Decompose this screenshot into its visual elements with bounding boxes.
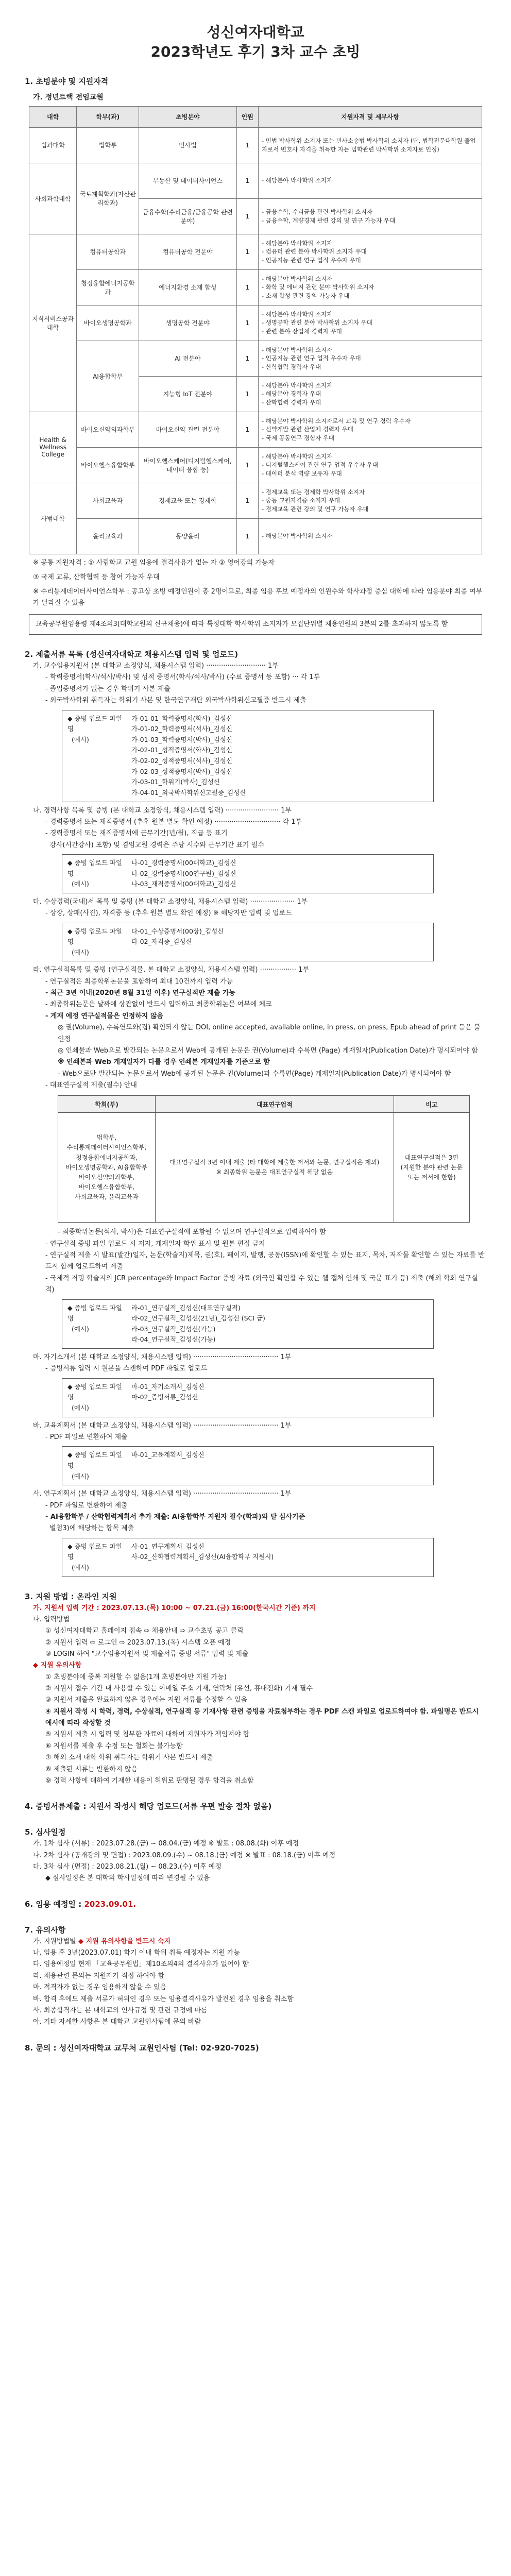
field-cell: 컴퓨터공학 전분야 xyxy=(139,234,236,269)
text-line: - 경력증명서 또는 재직증명서 (추후 원본 별도 확인 예정) ······························· 각 1부 xyxy=(45,818,302,826)
page-title xyxy=(25,23,486,62)
text-line: - 외국박사학위 취득자는 학위기 사본 및 한국연구재단 외국박사학위신고필증 반드시 제출 xyxy=(45,697,306,705)
representative-research-table xyxy=(58,1095,470,1223)
department-cell: 바이오생명공학과 xyxy=(77,305,139,341)
example-label: ◆ 증빙 업로드 파일명 (예시) xyxy=(67,714,123,743)
table-header-cell: 대표연구업적 xyxy=(156,1096,394,1113)
text-line: ⑥ 지원서를 제출 후 수정 또는 철회는 불가능함 xyxy=(45,1742,183,1750)
text-line: 다. 수상경력(국내)서 목록 및 증빙 (본 대학교 소정양식, 채용시스템 입력) ····················· 1부 xyxy=(33,897,308,906)
table-row xyxy=(58,1113,470,1223)
text-line: - 게재 예정 연구실적물은 인정하지 않음 xyxy=(45,1012,163,1020)
appointment-date: 2023.09.01. xyxy=(84,1899,137,1909)
text-line: ◆ 심사일정은 본 대학의 학사일정에 따라 변경될 수 있음 xyxy=(45,1874,210,1883)
qualification-cell: - 해당분야 박사학위 소지자 - 인공지능 관련 연구 업적 우수자 우대 - 산학협력 경력자 우대 xyxy=(258,341,482,376)
section-4-heading: 4. 증빙서류제출 : 지원서 작성시 해당 업로드(서류 우편 발송 절차 없음) xyxy=(25,1802,272,1811)
text-line: 라. 채용관련 문의는 지원자가 직접 하여야 함 xyxy=(33,1972,164,1980)
count-cell: 1 xyxy=(236,163,258,198)
text-line: - 연구실적 증빙 파일 업로드 시 저자, 게재일자 학위 표시 및 원본 편집 금지 xyxy=(45,1240,265,1248)
text-line: - 상장, 상패(사진), 자격증 등 (추후 원본 별도 확인 예정) ※ 해당자만 입력 및 업로드 xyxy=(45,909,292,918)
department-cell: 윤리교육과 xyxy=(77,518,139,554)
text-line: ② 지원서 입력 ⇨ 로그인 ⇨ 2023.07.13.(목) 시스템 오픈 예정 xyxy=(45,1638,231,1647)
department-cell: 바이오신약의과학부 xyxy=(77,412,139,447)
text-line: ◆ 지원 유의사항 xyxy=(33,1662,82,1670)
qualification-cell: - 해당분야 박사학위 소지자 - 화학 및 에너지 관련 분야 박사학위 소지자 - 소재 합성 관련 강의 가능자 우대 xyxy=(258,269,482,305)
example-content: 다-01_수상증명서(00상)_김성신 다-02_자격증_김성신 xyxy=(131,927,224,946)
table-header-cell: 대학 xyxy=(29,106,77,127)
text-line: 다. 임용예정일 현재 「교육공무원법」제10조의4의 결격사유가 없어야 함 xyxy=(33,1960,249,1969)
count-cell: 1 xyxy=(236,198,258,234)
file-name-example xyxy=(62,923,434,962)
example-label: ◆ 증빙 업로드 파일명 (예시) xyxy=(67,858,123,888)
table-header-cell: 인원 xyxy=(236,106,258,127)
count-cell: 1 xyxy=(236,447,258,483)
text-line: 아. 기타 자세한 사항은 본 대학교 교원인사팀에 문의 바람 xyxy=(33,2018,201,2026)
text-line: 나. 입력방법 xyxy=(33,1615,70,1623)
text-line: 가. 교수임용지원서 (본 대학교 소정양식, 채용시스템 입력) ···························· 1부 xyxy=(33,662,279,670)
qualification-cell: - 해당분야 박사학위 소지자 xyxy=(258,163,482,198)
field-cell: 바이오헬스케어(디지털헬스케어, 데이터 융합 등) xyxy=(139,447,236,483)
count-cell: 1 xyxy=(236,376,258,412)
field-cell: 부동산 및 데이터사이언스 xyxy=(139,163,236,198)
count-cell: 1 xyxy=(236,341,258,376)
table-row xyxy=(29,341,482,376)
text-line: - 경력증명서 또는 재직증명서에 근무기간(년/월), 직급 등 표기 xyxy=(45,829,228,838)
text-line: 마. 적격자가 없는 경우 임용하지 않을 수 있음 xyxy=(33,1984,167,1992)
text-line: - 국제적 저명 학술지의 JCR percentage와 Impact Factor 증빙 자료 (외국인 확인할 수 있는 웹 캡처 인쇄 및 국문 표기 등) 제출 (해외 학회 연구실적) xyxy=(45,1274,478,1294)
text-line: ③ 지원서 제출을 완료하지 않은 경우에는 지원 서류를 수정할 수 있음 xyxy=(45,1696,248,1704)
positions-table xyxy=(29,106,482,554)
example-label: ◆ 증빙 업로드 파일명 (예시) xyxy=(67,927,123,956)
text-line: 나. 2차 심사 (공개강의 및 면접) : 2023.08.09.(수) ~ 08.18.(금) 예정 ※ 발표 : 08.18.(금) 이후 예정 xyxy=(33,1851,336,1859)
table-row xyxy=(29,447,482,483)
text-line: - 대표연구실적 제출(필수) 안내 xyxy=(45,1081,137,1089)
text-line: 바. 합격 후에도 제출 서류가 허위인 경우 또는 임용결격사유가 발견된 경우 임용을 취소함 xyxy=(33,1995,294,2003)
college-cell: 사회과학대학 xyxy=(29,163,77,234)
field-cell: 민사법 xyxy=(139,127,236,163)
section-7-heading: 7. 유의사항 xyxy=(25,1925,66,1935)
text-line: 사. 최종합격자는 본 대학교의 인사규정 및 관련 규정에 따름 xyxy=(33,2006,208,2014)
text-line: ⑧ 제출된 서류는 반환하지 않음 xyxy=(45,1765,138,1773)
text-line: ◎ 인쇄물과 Web으로 발간되는 논문으로서 Web에 공개된 논문은 권(Volume)과 수록면 (Page) 게재일자(Publication Date)가 명시되어야 함 xyxy=(58,1046,478,1055)
section-1-subheading: 가. 정년트랙 전임교원 xyxy=(33,93,104,101)
text-line: 강사(시간강사) 포함) 및 겸임교원 경력은 주당 시수와 근무기간 표기 필수 xyxy=(45,841,264,849)
section-8-heading: 8. 문의 : 성신여자대학교 교무처 교원인사팀 (Tel: 02-920-7025) xyxy=(25,2043,259,2053)
qualification-cell: - 금융수학, 수리금융 관련 박사학위 소지자 - 금융수학, 계량경제 관련 강의 및 연구 가능자 우대 xyxy=(258,198,482,234)
qualification-cell: - 민법 박사학위 소지자 또는 민사소송법 박사학위 소지자 (단, 법학전문대학원 졸업자로서 변호사 자격을 취득한 자는 법학관련 박사학위 소지자로 인정) xyxy=(258,127,482,163)
example-content: 나-01_경력증명서(00대학교)_김성신 나-02_경력증명서(00연구원)_김성신 나-03_재직증명서(00대학교)_김성신 xyxy=(131,858,236,888)
table-header-cell: 학회(부) xyxy=(58,1096,156,1113)
text-line: - 연구실적은 최종학위논문을 포함하여 최대 10건까지 입력 가능 xyxy=(45,977,233,986)
count-cell: 1 xyxy=(236,483,258,518)
file-name-example xyxy=(62,854,434,893)
table-cell: 대표연구실적은 3편 (지원한 분야 관련 논문 또는 저서에 한함) xyxy=(394,1113,469,1223)
section-5-heading: 5. 심사일정 xyxy=(25,1827,66,1837)
example-content: 라-01_연구실적_김성신(대표연구실적) 라-02_연구실적_김성신(21년)_김성신 (SCI 급) 라-03_연구실적_김성신(가능) 라-04_연구실적_김성신(가능) xyxy=(131,1303,265,1344)
department-cell: 청정융합에너지공학과 xyxy=(77,269,139,305)
count-cell: 1 xyxy=(236,305,258,341)
text-line: 사. 연구계획서 (본 대학교 소정양식, 채용시스템 입력) ········································ 1부 xyxy=(33,1490,292,1498)
college-cell: 사범대학 xyxy=(29,483,77,554)
text-line: - 증빙서류 입력 시 원본을 스캔하여 PDF 파일로 업로드 xyxy=(45,1365,208,1373)
text-line: ⑦ 해외 소재 대학 학위 취득자는 학위기 사본 반드시 제출 xyxy=(45,1754,213,1762)
section-1-heading: 1. 초빙분야 및 지원자격 xyxy=(25,76,109,86)
department-cell: 국토계획학과(자산관리학과) xyxy=(77,163,139,234)
table-row xyxy=(29,518,482,554)
table-row xyxy=(29,127,482,163)
field-cell: AI 전분야 xyxy=(139,341,236,376)
note-line: ③ 국제 교류, 산학협력 등 참여 가능자 우대 xyxy=(33,573,160,581)
text-line: ① 성신여자대학교 홈페이지 접속 ⇨ 채용안내 ⇨ 교수초빙 공고 클릭 xyxy=(45,1627,244,1635)
count-cell: 1 xyxy=(236,412,258,447)
note-line: ※ 수리통계데이터사이언스학부 : 공고상 초빙 예정인원이 총 2명이므로, 최종 임용 후보 예정자의 인원수와 학사과정 중심 대학에 따라 임용분야 최종 여부가 달라질 수 있음 xyxy=(33,587,483,607)
example-content: 가-01-01_학력증명서(학사)_김성신 가-01-02_학력증명서(석사)_김성신 가-01-03_학력증명서(박사)_김성신 가-02-01_성적증명서(학사)_김성신 가-02-02_성적증명서(석사)_김성신 가-02-03_성적증명서(박사)_김성신 가-03-01_학위기(박사)_김성신 가-04-01_외국박사학위신고필증_김성신 xyxy=(131,714,246,796)
text-line: - 졸업증명서가 없는 경우 학위기 사본 제출 xyxy=(45,685,171,693)
text-line: - PDF 파일로 변환하여 제출 xyxy=(45,1501,128,1510)
count-cell: 1 xyxy=(236,269,258,305)
field-cell: 금융수학(수리금융/금융공학 관련 분야) xyxy=(139,198,236,234)
text-line: - 최종학위논문(석사, 박사)은 대표연구실적에 포함될 수 없으며 연구실적으로 입력하여야 함 xyxy=(58,1228,326,1236)
table-header-cell: 비고 xyxy=(394,1096,469,1113)
text-line: ※ 인쇄본과 Web 게재일자가 다를 경우 인쇄본 게재일자를 기준으로 함 xyxy=(58,1058,270,1066)
table-header-cell: 지원자격 및 세부사항 xyxy=(258,106,482,127)
text-line: 나. 경력사항 목록 및 증빙 (본 대학교 소정양식, 채용시스템 입력) ························· 1부 xyxy=(33,806,292,815)
text-line: - AI융합학부 / 산학협력계획서 추가 제출: AI융합학부 지원자 필수(학과)와 탈 심사기준 xyxy=(45,1513,305,1521)
text-line: 가. 1차 심사 (서류) : 2023.07.28.(금) ~ 08.04.(금) 예정 ※ 발표 : 08.08.(화) 이후 예정 xyxy=(33,1840,299,1848)
text-line: 별첨3)에 해당하는 항목 제출 xyxy=(45,1524,134,1533)
table-row xyxy=(29,305,482,341)
text-line: - 연구실적 제출 시 발표(발간)일자, 논문(학술지)제목, 권(호), 페이지, 발행, 공동(ISSN)에 확인할 수 있는 표지, 목차, 저작물 확인할 수 있는 자료를 반드시 함께 업로드하여 제출 xyxy=(45,1251,485,1271)
qualification-cell: - 해당분야 박사학위 소지자 - 디지털헬스케어 관련 연구 업적 우수자 우대 - 데이터 분석 역량 보유자 우대 xyxy=(258,447,482,483)
section-6-heading: 6. 임용 예정일 : 2023.09.01. xyxy=(25,1899,137,1909)
example-content: 사-01_연구계획서_김성신 사-02_산학협력계획서_김성신(AI융합학부 지원시) xyxy=(131,1542,274,1561)
qualification-cell: - 해당분야 박사학위 소지자 - 컴퓨터 관련 분야 박사학위 소지자 우대 - 인공지능 관련 연구 업적 우수자 우대 xyxy=(258,234,482,269)
qualification-cell: - 해당분야 박사학위 소지자로서 교육 및 연구 경력 우수자 - 신약개발 관련 산업체 경력자 우대 - 국제 공동연구 경험자 우대 xyxy=(258,412,482,447)
text-line: ⑨ 경력 사항에 대하여 기재한 내용이 허위로 판명될 경우 합격을 취소함 xyxy=(45,1776,254,1785)
text-line: 마. 자기소개서 (본 대학교 소정양식, 채용시스템 입력) ········································ 1부 xyxy=(33,1353,292,1362)
university-name: 성신여자대학교 xyxy=(207,24,304,41)
text-line: ③ LOGIN 하여 "교수임용지원서 및 제출서류 증빙 서류" 입력 및 제출 xyxy=(45,1650,249,1658)
table-row xyxy=(58,1096,470,1113)
example-label: ◆ 증빙 업로드 파일명 (예시) xyxy=(67,1303,123,1333)
department-cell: 사회교육과 xyxy=(77,483,139,518)
example-label: ◆ 증빙 업로드 파일명 (예시) xyxy=(67,1451,123,1480)
text-line: 나. 임용 후 3년(2023.07.01) 학기 이내 학위 취득 예정자는 지원 가능 xyxy=(33,1949,241,1957)
table-row xyxy=(29,483,482,518)
announcement-title: 2023학년도 후기 3차 교수 초빙 xyxy=(150,43,361,60)
text-line: 가. 지원방법별 ◆ 지원 유의사항을 반드시 숙지 xyxy=(33,1937,171,1945)
table-row xyxy=(29,269,482,305)
table-cell: 법학부, 수리통계데이터사이언스학부, 청정융합에너지공학과, 바이오생명공학과, AI융합학부 바이오신약의과학부, 바이오헬스융합학부, 사회교육과, 윤리교육과 xyxy=(58,1113,156,1223)
field-cell: 지능형 IoT 전분야 xyxy=(139,376,236,412)
example-label: ◆ 증빙 업로드 파일명 (예시) xyxy=(67,1542,123,1571)
department-cell: 법학부 xyxy=(77,127,139,163)
file-name-example xyxy=(62,1299,434,1349)
table-header-cell: 학부(과) xyxy=(77,106,139,127)
text-line: - PDF 파일로 변환하여 제출 xyxy=(45,1433,128,1441)
text-line: - 최근 3년 이내(2020년 8월 31일 이후) 연구실적만 제출 가능 xyxy=(45,989,235,997)
qualification-cell: - 경제교육 또는 경제학 박사학위 소지자 - 중등 교원자격증 소지자 우대 - 경제교육 관련 강의 및 연구 가능자 우대 xyxy=(258,483,482,518)
field-cell: 에너지환경 소재 합성 xyxy=(139,269,236,305)
text-line: ④ 지원서 작성 시 학력, 경력, 수상실적, 연구실적 등 기재사항 관련 증빙을 자료첨부하는 경우 PDF 스캔 파일로 업로드하여야 함. 파일명은 반드시 예시에 따라 작성할 것 xyxy=(45,1707,481,1727)
field-cell: 경제교육 또는 경제학 xyxy=(139,483,236,518)
college-cell: 법과대학 xyxy=(29,127,77,163)
text-line: 라. 연구실적목록 및 증빙 (연구실적물, 본 대학교 소정양식, 채용시스템 입력) ················· 1부 xyxy=(33,966,309,974)
section-3-heading: 3. 지원 방법 : 온라인 지원 xyxy=(25,1591,117,1601)
text-line: ⑤ 지원서 제출 시 입력 및 첨부한 자료에 대하여 지원자가 책임져야 함 xyxy=(45,1731,250,1739)
text-line: 다. 3차 심사 (면접) : 2023.08.21.(월) ~ 08.23.(수) 이후 예정 xyxy=(33,1862,222,1871)
file-name-example xyxy=(62,1378,434,1417)
qualification-cell: - 해당분야 박사학위 소지자 - 생명공학 관련 분야 박사학위 소지자 우대 - 관련 분야 산업체 경력자 우대 xyxy=(258,305,482,341)
file-name-example xyxy=(62,1538,434,1577)
field-cell: 동양윤리 xyxy=(139,518,236,554)
qualification-cell: - 해당분야 박사학위 소지자 xyxy=(258,518,482,554)
recruitment-rule-box: 교육공무원임용령 제4조의3(대학교원의 신규채용)에 따라 특정대학 학사학위 소지자가 모집단위별 채용인원의 3분의 2를 초과하지 않도록 함 xyxy=(29,614,482,635)
note-line: ※ 공통 지원자격 : ① 사립학교 교원 임용에 결격사유가 없는 자 ② 영어강의 가능자 xyxy=(33,558,275,567)
file-name-example xyxy=(62,1446,434,1485)
text-line: 가. 지원서 입력 기간 : 2023.07.13.(목) 10:00 ~ 07.21.(금) 16:00(한국시간 기준) 까지 xyxy=(33,1604,316,1612)
table-row xyxy=(29,412,482,447)
warning-text: ◆ 지원 유의사항을 반드시 숙지 xyxy=(76,1937,171,1945)
text-line: ① 초빙분야에 중복 지원할 수 없음(1개 초빙분야만 지원 가능) xyxy=(45,1673,227,1681)
qualification-cell: - 해당분야 박사학위 소지자 - 해당분야 경력자 우대 - 산학협력 경력자 우대 xyxy=(258,376,482,412)
example-content: 마-01_자기소개서_김성신 마-02_증빙서류_김성신 xyxy=(131,1382,205,1401)
example-label: ◆ 증빙 업로드 파일명 (예시) xyxy=(67,1382,123,1412)
field-cell: 생명공학 전분야 xyxy=(139,305,236,341)
count-cell: 1 xyxy=(236,234,258,269)
count-cell: 1 xyxy=(236,127,258,163)
text-line: - 학력증명서(학사/석사/박사) 및 성적 증명서(학사/석사/박사) (수료 증명서 등 포함) ··· 각 1부 xyxy=(45,673,320,682)
table-header-cell: 초빙분야 xyxy=(139,106,236,127)
college-cell: Health & Wellness College xyxy=(29,412,77,483)
table-row xyxy=(29,234,482,269)
file-name-example xyxy=(62,710,434,802)
college-cell: 지식서비스공과대학 xyxy=(29,234,77,412)
text-line: - Web으로만 발간되는 논문으로서 Web에 공개된 논문은 권(Volume)과 수록면(Page) 게재일자(Publication Date)가 명시되어야 함 xyxy=(58,1070,451,1078)
text-line: 바. 교육계획서 (본 대학교 소정양식, 채용시스템 입력) ········································ 1부 xyxy=(33,1421,292,1430)
text-line: ◎ 권(Volume), 수록연도와(집) 확인되지 않는 DOI, online accepted, available online, in press, on press, Epub ahead of print 등은 불인정 xyxy=(58,1024,481,1043)
text-line: - 최종학위논문은 날짜에 상관없이 반드시 입력하고 최종학위논문 여부에 체크 xyxy=(45,1001,272,1009)
table-cell: 대표연구실적 3편 이내 제출 (타 대학에 제출한 저서와 논문, 연구실적은 제외) ※ 최종학위 논문은 대표연구실적 해당 없음 xyxy=(156,1113,394,1223)
table-row xyxy=(29,163,482,198)
section-2-heading: 2. 제출서류 목록 (성신여자대학교 채용시스템 입력 및 업로드) xyxy=(25,650,239,659)
count-cell: 1 xyxy=(236,518,258,554)
department-cell: 컴퓨터공학과 xyxy=(77,234,139,269)
field-cell: 바이오신약 관련 전분야 xyxy=(139,412,236,447)
department-cell: 바이오헬스융합학부 xyxy=(77,447,139,483)
department-cell: AI융합학부 xyxy=(77,341,139,412)
text-line: ② 지원서 접수 기간 내 사용할 수 있는 이메일 주소 기재, 연락처 (유선, 휴대전화) 기재 필수 xyxy=(45,1685,313,1693)
example-content: 바-01_교육계획서_김성신 xyxy=(131,1451,205,1459)
